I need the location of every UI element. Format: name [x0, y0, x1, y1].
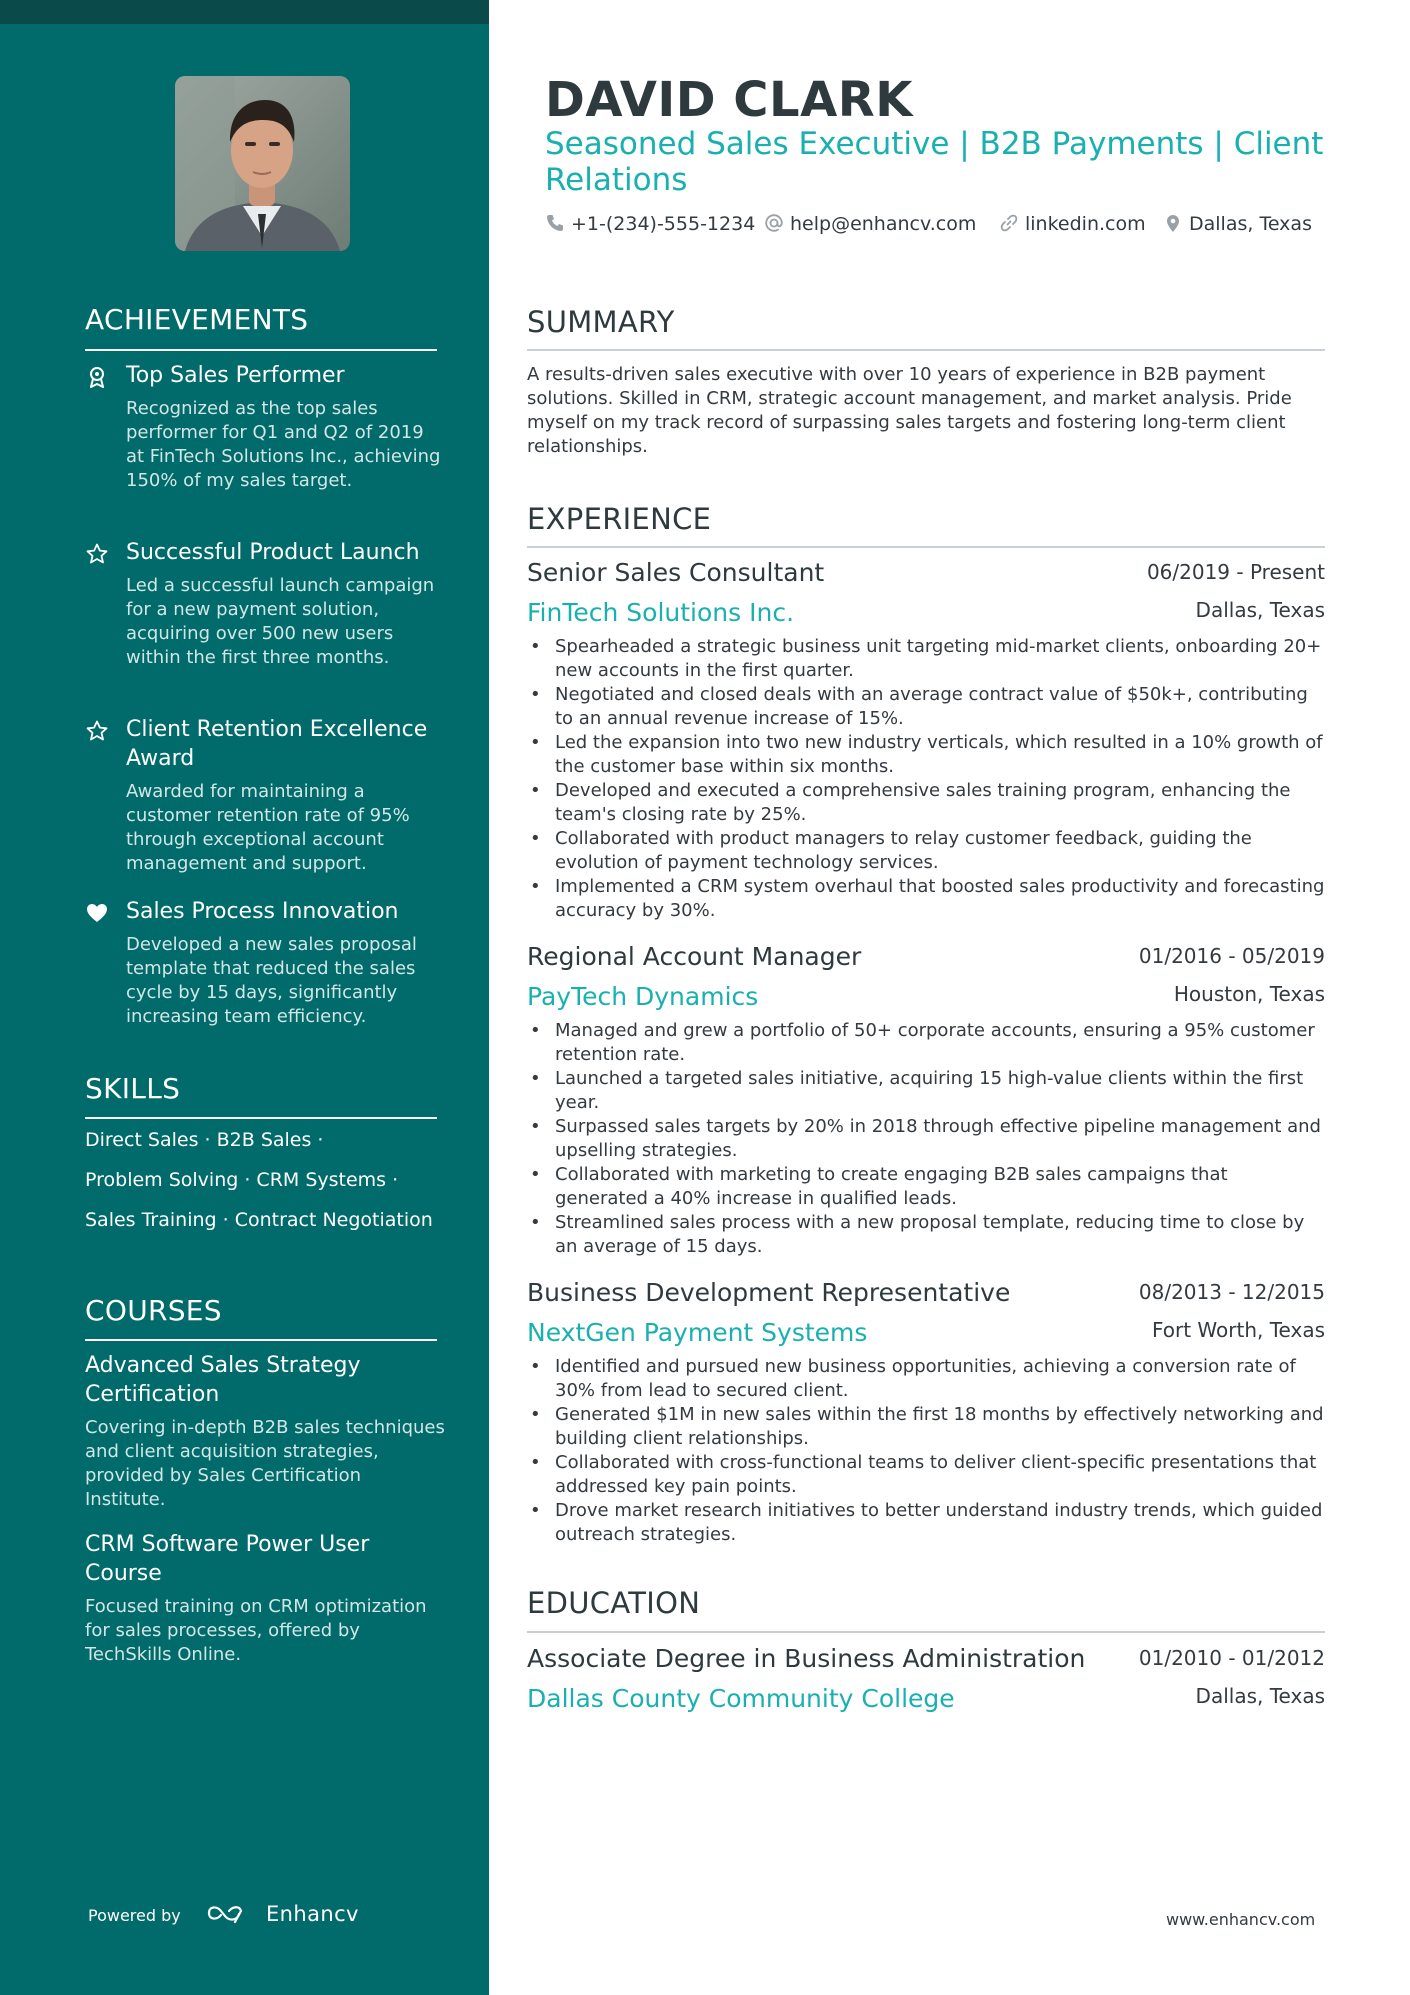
job-location: Fort Worth, Texas	[1151, 1318, 1325, 1342]
job-dates: 06/2019 - Present	[1146, 560, 1325, 584]
course-description: Covering in-depth B2B sales techniques and client acquisition strategies, provided by Sales Certification Institute.	[85, 1417, 445, 1510]
contact-email[interactable]	[764, 213, 976, 235]
summary-text: A results-driven sales executive with over 10 years of experience in B2B payment solutions. Skilled in CRM, strategic account management, and market analysis. Pride myself on my track record of surpassing sales targets and fostering long-term client relationships.	[527, 364, 1292, 457]
experience-entry	[527, 942, 1325, 1259]
job-bullets	[527, 1355, 1325, 1547]
candidate-headline: Seasoned Sales Executive | B2B Payments | Client Relations	[545, 126, 1324, 198]
experience-subheader	[527, 982, 1325, 1022]
skills-title: SKILLS	[85, 1072, 181, 1105]
skills-divider	[85, 1117, 437, 1119]
experience-title: EXPERIENCE	[527, 502, 712, 536]
job-bullets	[527, 1019, 1325, 1259]
experience-subheader	[527, 598, 1325, 638]
job-location: Dallas, Texas	[1195, 598, 1325, 622]
contact-phone[interactable]	[545, 213, 755, 235]
contact-email-text: help@enhancv.com	[790, 213, 977, 235]
star-outline-icon	[85, 719, 109, 743]
achievement-description: Recognized as the top sales performer for Q1 and Q2 of 2019 at FinTech Solutions Inc., achieving 150% of my sales target.	[126, 398, 441, 491]
list-item: • Implemented a CRM system overhaul that boosted sales productivity and forecasting accuracy by 30%.	[527, 875, 1325, 923]
location-pin-icon	[1163, 213, 1183, 233]
contact-location	[1163, 213, 1312, 235]
education-entry	[527, 1644, 1325, 1724]
achievement-description: Led a successful launch campaign for a new payment solution, acquiring over 500 new users within the first three months.	[126, 575, 435, 668]
sidebar	[0, 0, 489, 1995]
list-item: • Spearheaded a strategic business unit targeting mid-market clients, onboarding 20+ new accounts in the first quarter.	[527, 635, 1325, 683]
experience-header	[527, 558, 1325, 598]
list-item: • Identified and pursued new business opportunities, achieving a conversion rate of 30% from lead to secured client.	[527, 1355, 1325, 1403]
experience-header	[527, 1278, 1325, 1318]
education-location: Dallas, Texas	[1195, 1684, 1325, 1708]
website-link[interactable]: www.enhancv.com	[1166, 1910, 1316, 1929]
star-outline-icon	[85, 542, 109, 566]
course-title: CRM Software Power User Course	[85, 1532, 370, 1586]
achievement-title: Successful Product Launch	[126, 540, 420, 565]
experience-subheader	[527, 1318, 1325, 1358]
list-item: • Drove market research initiatives to better understand industry trends, which guided outreach strategies.	[527, 1499, 1325, 1547]
experience-entry	[527, 558, 1325, 923]
job-location: Houston, Texas	[1173, 982, 1325, 1006]
achievements-divider	[85, 349, 437, 351]
skills-line: Direct Sales · B2B Sales ·	[85, 1129, 324, 1151]
achievement-item	[85, 897, 445, 1029]
education-divider	[527, 1631, 1325, 1633]
degree-title: Associate Degree in Business Administration	[527, 1644, 1086, 1673]
list-item: • Surpassed sales targets by 20% in 2018 through effective pipeline management and upselling strategies.	[527, 1115, 1325, 1163]
achievement-item	[85, 715, 445, 876]
link-icon	[999, 213, 1019, 233]
list-item: • Collaborated with cross-functional teams to deliver client-specific presentations that addressed key pain points.	[527, 1451, 1325, 1499]
list-item: • Streamlined sales process with a new proposal template, reducing time to close by an average of 15 days.	[527, 1211, 1325, 1259]
job-title: Senior Sales Consultant	[527, 558, 825, 587]
list-item: • Led the expansion into two new industry verticals, which resulted in a 10% growth of the customer base within six months.	[527, 731, 1325, 779]
phone-icon	[545, 213, 565, 233]
powered-by-label: Powered by	[88, 1906, 181, 1925]
experience-header	[527, 942, 1325, 982]
school-name[interactable]: Dallas County Community College	[527, 1684, 955, 1713]
education-dates: 01/2010 - 01/2012	[1138, 1646, 1325, 1670]
list-item: • Managed and grew a portfolio of 50+ corporate accounts, ensuring a 95% customer retention rate.	[527, 1019, 1325, 1067]
education-title: EDUCATION	[527, 1586, 701, 1620]
skills-line: Sales Training · Contract Negotiation	[85, 1209, 433, 1231]
list-item: • Collaborated with product managers to relay customer feedback, guiding the evolution of payment technology services.	[527, 827, 1325, 875]
courses-divider	[85, 1339, 437, 1341]
courses-title: COURSES	[85, 1294, 222, 1327]
list-item: • Developed and executed a comprehensive sales training program, enhancing the team's closing rate by 25%.	[527, 779, 1325, 827]
course-item	[85, 1530, 445, 1667]
list-item: • Launched a targeted sales initiative, acquiring 15 high-value clients within the first year.	[527, 1067, 1325, 1115]
job-title: Business Development Representative	[527, 1278, 1011, 1307]
experience-divider	[527, 546, 1325, 548]
contact-phone-text: +1-(234)-555-1234	[571, 213, 756, 235]
contact-location-text: Dallas, Texas	[1189, 213, 1312, 235]
job-dates: 08/2013 - 12/2015	[1138, 1280, 1325, 1304]
achievements-title: ACHIEVEMENTS	[85, 303, 309, 336]
list-item: • Generated $1M in new sales within the first 18 months by effectively networking and building client relationships.	[527, 1403, 1325, 1451]
course-description: Focused training on CRM optimization for sales processes, offered by TechSkills Online.	[85, 1596, 427, 1665]
job-dates: 01/2016 - 05/2019	[1138, 944, 1325, 968]
contact-bar	[545, 213, 1345, 243]
education-subheader	[527, 1684, 1325, 1724]
at-icon	[764, 213, 784, 233]
achievement-title: Sales Process Innovation	[126, 899, 399, 924]
skills-line: Problem Solving · CRM Systems ·	[85, 1169, 399, 1191]
candidate-name: DAVID CLARK	[545, 72, 913, 128]
experience-entry	[527, 1278, 1325, 1547]
job-company[interactable]: NextGen Payment Systems	[527, 1318, 868, 1347]
sidebar-top-bar	[0, 0, 489, 24]
enhancv-wordmark[interactable]: Enhancv	[266, 1902, 359, 1926]
award-ribbon-icon	[85, 365, 109, 389]
enhancv-logo-icon	[206, 1902, 244, 1924]
achievement-description: Developed a new sales proposal template that reduced the sales cycle by 15 days, significantly increasing team efficiency.	[126, 934, 417, 1027]
achievement-title: Client Retention Excellence Award	[126, 717, 428, 771]
skills-list	[85, 1128, 445, 1248]
achievement-description: Awarded for maintaining a customer retention rate of 95% through exceptional account management and support.	[126, 781, 410, 874]
list-item: • Negotiated and closed deals with an average contract value of $50k+, contributing to an annual revenue increase of 15%.	[527, 683, 1325, 731]
job-company[interactable]: PayTech Dynamics	[527, 982, 759, 1011]
summary-title: SUMMARY	[527, 305, 675, 339]
summary-divider	[527, 349, 1325, 351]
achievement-item	[85, 361, 445, 493]
achievement-title: Top Sales Performer	[126, 363, 345, 388]
heart-icon	[85, 901, 109, 925]
contact-linkedin[interactable]	[999, 213, 1146, 235]
list-item: • Collaborated with marketing to create engaging B2B sales campaigns that generated a 40% increase in qualified leads.	[527, 1163, 1325, 1211]
profile-photo	[175, 76, 350, 251]
education-header	[527, 1644, 1325, 1684]
contact-linkedin-text: linkedin.com	[1025, 213, 1146, 235]
achievement-item	[85, 538, 445, 670]
course-item	[85, 1351, 445, 1512]
job-bullets	[527, 635, 1325, 923]
job-title: Regional Account Manager	[527, 942, 862, 971]
job-company[interactable]: FinTech Solutions Inc.	[527, 598, 795, 627]
course-title: Advanced Sales Strategy Certification	[85, 1353, 361, 1407]
